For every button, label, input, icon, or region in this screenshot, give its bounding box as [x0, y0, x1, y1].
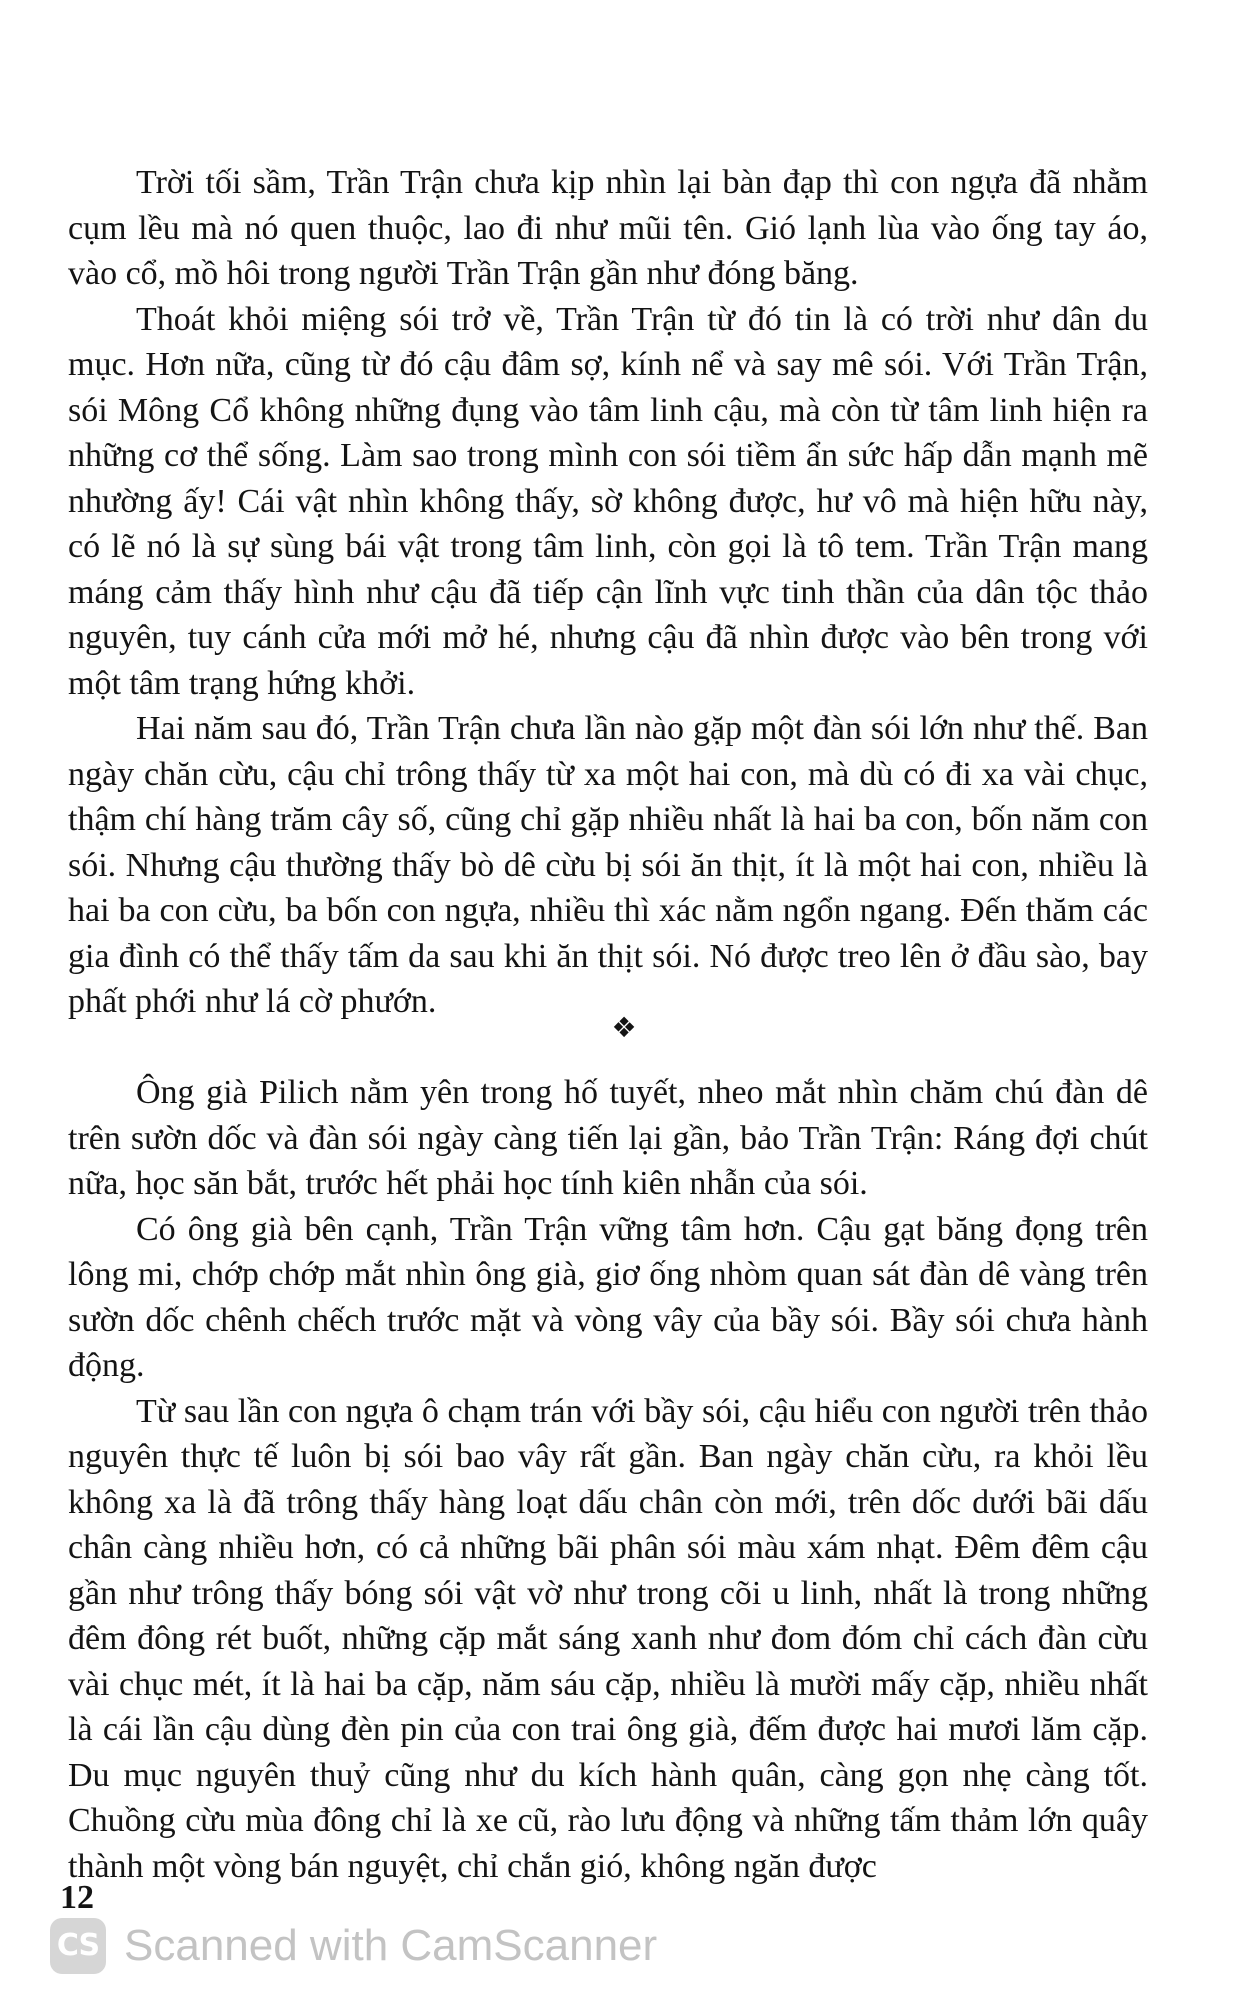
- watermark-text: Scanned with CamScanner: [124, 1921, 658, 1970]
- paragraph: Trời tối sầm, Trần Trận chưa kịp nhìn lại bàn đạp thì con ngựa đã nhằm cụm lều mà nó quen thuộc, lao đi như mũi tên. Gió lạnh lùa vào ống tay áo, vào cổ, mồ hôi trong người Trần Trận gần như đóng băng.: [68, 164, 1148, 292]
- camscanner-watermark: [50, 1910, 657, 1982]
- paragraph: Hai năm sau đó, Trần Trận chưa lần nào gặp một đàn sói lớn như thế. Ban ngày chăn cừu, cậu chỉ trông thấy từ xa một hai con, mà dù có đi xa vài chục, thậm chí hàng trăm cây số, cũng chỉ gặp nhiều nhất là hai ba con, bốn năm con sói. Nhưng cậu thường thấy bò dê cừu bị sói ăn thịt, ít là một hai con, nhiều là hai ba con cừu, ba bốn con ngựa, nhiều thì xác nằm ngổn ngang. Đến thăm các gia đình có thể thấy tấm da sau khi ăn thịt sói. Nó được treo lên ở đầu sào, bay phất phới như lá cờ phướn.: [68, 710, 1148, 1020]
- paragraph: Thoát khỏi miệng sói trở về, Trần Trận từ đó tin là có trời như dân du mục. Hơn nữa, cũng từ đó cậu đâm sợ, kính nể và say mê sói. Với Trần Trận, sói Mông Cổ không những đụng vào tâm linh cậu, mà còn từ tâm linh hiện ra những cơ thể sống. Làm sao trong mình con sói tiềm ẩn sức hấp dẫn mạnh mẽ nhường ấy! Cái vật nhìn không thấy, sờ không được, hư vô mà hiện hữu này, có lẽ nó là sự sùng bái vật trong tâm linh, còn gọi là tô tem. Trần Trận mang máng cảm thấy hình như cậu đã tiếp cận lĩnh vực tinh thần của dân tộc thảo nguyên, tuy cánh cửa mới mở hé, nhưng cậu đã nhìn được vào bên trong với một tâm trạng hứng khởi.: [68, 300, 1148, 702]
- section-separator-ornament: ❖: [611, 1011, 637, 1044]
- camscanner-logo-icon: CS: [50, 1918, 106, 1974]
- text-section-2: [68, 1070, 1148, 1889]
- paragraph: Có ông già bên cạnh, Trần Trận vững tâm hơn. Cậu gạt băng đọng trên lông mi, chớp chớp mắt nhìn ông già, giơ ống nhòm quan sát đàn dê vàng trên sườn dốc chênh chếch trước mặt và vòng vây của bầy sói. Bầy sói chưa hành động.: [68, 1210, 1148, 1384]
- paragraph: Ông già Pilich nằm yên trong hố tuyết, nheo mắt nhìn chăm chú đàn dê trên sườn dốc và đàn sói ngày càng tiến lại gần, bảo Trần Trận: Ráng đợi chút nữa, học săn bắt, trước hết phải học tính kiên nhẫn của sói.: [68, 1074, 1148, 1202]
- text-section-1: [68, 160, 1148, 1025]
- paragraph: Từ sau lần con ngựa ô chạm trán với bầy sói, cậu hiểu con người trên thảo nguyên thực tế luôn bị sói bao vây rất gần. Ban ngày chăn cừu, ra khỏi lều không xa là đã trông thấy hàng loạt dấu chân còn mới, trên dốc dưới bãi dấu chân càng nhiều hơn, có cả những bãi phân sói màu xám nhạt. Đêm đêm cậu gần như trông thấy bóng sói vật vờ như trong cõi u linh, nhất là trong những đêm đông rét buốt, những cặp mắt sáng xanh như đom đóm chỉ cách đàn cừu vài chục mét, ít là hai ba cặp, năm sáu cặp, nhiều là mười mấy cặp, nhiều nhất là cái lần cậu dùng đèn pin của con trai ông già, đếm được hai mươi lăm cặp. Du mục nguyên thuỷ cũng như du kích hành quân, càng gọn nhẹ càng tốt. Chuồng cừu mùa đông chỉ là xe cũ, rào lưu động và những tấm thảm lớn quây thành một vòng bán nguyệt, chỉ chắn gió, không ngăn được: [68, 1392, 1148, 1885]
- page-number: 12: [60, 1879, 94, 1916]
